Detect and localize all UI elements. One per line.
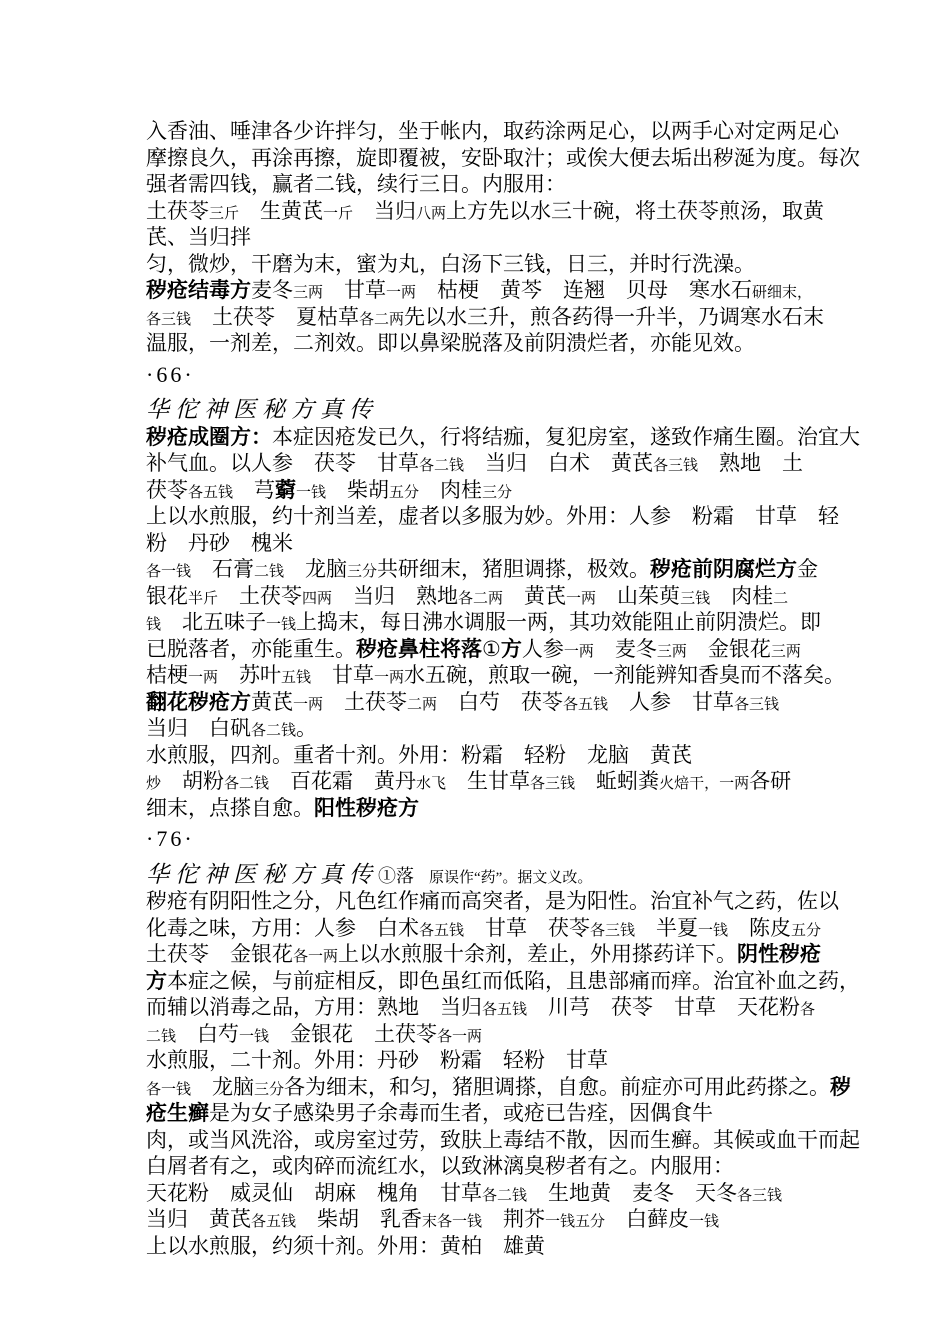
text-line (146, 224, 846, 251)
text-segment: 甘草 茯苓 (464, 915, 591, 940)
text-segment: 各三钱 (737, 1187, 783, 1204)
text-segment: 一两 (293, 696, 324, 713)
prescription-title: 秽 (830, 1075, 852, 1099)
text-segment: 各五钱 (419, 922, 465, 939)
text-segment: ①落 (378, 865, 414, 886)
text-segment: 胡粉 (161, 769, 225, 793)
text-segment: 金 (797, 557, 819, 581)
text-segment: 各一两 (293, 949, 339, 965)
text-segment: 水五碗，煎取一碗，一剂能辨知香臭而不落矣。 (404, 663, 846, 687)
text-segment: 上以水煎服，约十剂当差，虚者以多服为妙。外用：人参 粉霜 甘草 轻 (146, 504, 839, 528)
text-segment: 一两 (563, 643, 594, 660)
text-segment: 补气血。以人参 茯苓 甘草 (146, 451, 419, 475)
text-segment: 土茯苓 (218, 583, 303, 608)
prescription-title: 方 (146, 969, 167, 993)
text-segment: 金银花 土茯苓 (269, 1021, 438, 1046)
text-segment: 末各一钱 (422, 1214, 483, 1230)
text-segment: 麦冬 (593, 636, 657, 661)
text-segment: 。 (296, 716, 318, 740)
text-segment: 半夏 (635, 915, 699, 940)
text-line (146, 1021, 846, 1048)
text-segment: 天花粉 威灵仙 胡麻 槐角 甘草 (146, 1180, 482, 1205)
text-segment: 共研细末，猪胆调搽，极效。 (377, 557, 651, 581)
text-segment: 五钱 (281, 670, 312, 686)
text-segment: 百花霜 黄丹 (269, 769, 417, 793)
text-line (146, 1047, 846, 1074)
text-segment: 各二钱 (251, 723, 297, 739)
text-segment: 各一两 (437, 1028, 483, 1045)
text-line (146, 1153, 846, 1180)
text-segment: 一两 (566, 590, 597, 607)
text-segment: 各一钱 (146, 1081, 192, 1098)
page-number (146, 826, 846, 853)
text-line (146, 503, 846, 530)
text-segment: 各五钱 (188, 484, 234, 501)
text-segment: 芎 (233, 477, 276, 502)
prescription-title: 阴性秽疮 (737, 943, 822, 966)
text-line (146, 636, 846, 663)
text-segment: 一钱 (239, 1028, 270, 1045)
text-segment: 上以水煎服，约须十剂。外用：黄柏 雄黄 (146, 1233, 545, 1258)
text-line (146, 304, 846, 331)
text-segment: 枯梗 黄芩 连翘 贝母 寒水石 (416, 278, 753, 302)
text-segment: 各 (800, 1002, 816, 1018)
text-line (146, 251, 846, 278)
book-title-header (146, 397, 846, 424)
text-line (146, 941, 846, 968)
text-line (146, 145, 860, 172)
text-segment: 粉 丹砂 槐米 (146, 530, 293, 555)
text-line (146, 330, 846, 357)
text-segment: 三两 (770, 643, 801, 660)
text-line (146, 424, 860, 451)
book-title-header (146, 862, 846, 889)
text-segment: 白芍 (176, 1021, 240, 1046)
text-segment: ① (482, 636, 501, 661)
prescription-title: 秽疮前阴腐烂方 (650, 558, 798, 581)
text-line (146, 450, 846, 477)
page-number (146, 362, 846, 389)
text-segment: 白芍 茯苓 (437, 689, 564, 714)
text-segment: 一钱 (689, 1214, 720, 1230)
text-line (146, 1127, 860, 1154)
text-segment: 各一钱 (146, 564, 192, 580)
text-segment: 蚯蚓粪 (575, 769, 660, 793)
text-segment: 龙脑 (284, 557, 348, 581)
text-line (146, 1180, 846, 1207)
text-line (146, 768, 846, 795)
text-segment: ·76· (146, 826, 195, 851)
text-segment: 四两 (302, 590, 333, 607)
text-segment: 肉，或当风洗浴，或房室过劳，致肤上毒结不散，因而生癣。其候或血干而起 (146, 1127, 860, 1152)
text-segment: 陈皮 (728, 915, 792, 940)
text-segment: 各三钱 (590, 922, 636, 939)
text-segment: 荆芥 (482, 1207, 546, 1231)
text-segment: 二两 (407, 696, 438, 713)
text-segment: 各三钱 (734, 696, 780, 713)
text-line (146, 477, 846, 504)
text-segment: 本症因疮发已久，行将结痂，复犯房室，遂致作痛生圈。治宜大 (272, 424, 860, 449)
text-line (146, 795, 846, 822)
text-segment: 炒 (146, 776, 162, 792)
text-segment: 黄芪 (503, 583, 567, 608)
prescription-title: 翻花秽疮方 (146, 690, 251, 714)
text-segment: 熟地 土 (698, 451, 804, 475)
text-segment: 各为细末，和匀，猪胆调搽，自愈。前症亦可用此药搽之。 (284, 1074, 831, 1099)
text-segment: 川芎 茯苓 甘草 天花粉 (527, 995, 801, 1019)
text-segment: 肉桂 (419, 477, 483, 502)
text-segment: 化毒之味，方用：人参 白术 (146, 915, 419, 940)
text-segment: 水煎服，四剂。重者十剂。外用：粉霜 轻粉 龙脑 黄芪 (146, 742, 692, 767)
text-segment: 人参 甘草 (608, 689, 735, 714)
text-segment: ·66· (146, 361, 195, 387)
text-line (146, 277, 846, 304)
text-segment: 一钱 (266, 617, 297, 633)
text-line (146, 556, 846, 583)
text-segment: 黄芪 (251, 689, 293, 714)
text-segment: 三斤 (209, 205, 240, 222)
text-segment: 北五味子 (161, 610, 267, 634)
text-segment: 茯苓 (146, 477, 188, 502)
text-segment: 秽疮有阴阳性之分，凡色红作痛而高突者，是为阳性。治宜补气之药，佐以 (146, 889, 839, 913)
text-segment: 各二钱 (419, 458, 465, 474)
text-segment: 各五钱 (563, 696, 609, 713)
text-segment: 石膏 (191, 557, 255, 581)
text-segment: 柴胡 乳香 (296, 1207, 423, 1231)
text-segment: 苏叶 (218, 663, 282, 687)
text-segment: 水飞 (416, 776, 447, 792)
text-segment: 温服，一剂差，二剂效。即以鼻梁脱落及前阴溃烂者，亦能见效。 (146, 331, 755, 355)
text-segment: 半斤 (188, 590, 219, 607)
text-segment: 而辅以消毒之品，方用：熟地 当归 (146, 995, 482, 1019)
text-segment: 甘草 (323, 278, 387, 302)
text-line (146, 662, 846, 689)
text-segment: 五分 (791, 922, 822, 939)
text-segment: 一两 (188, 670, 219, 686)
text-segment: 一钱 (698, 922, 729, 939)
text-segment: 各五钱 (482, 1002, 528, 1018)
text-segment: 原误作“药”。据文义改。 (414, 869, 593, 886)
text-segment: 一钱五分 (545, 1214, 606, 1230)
prescription-title: 方 (500, 637, 522, 661)
text-line (146, 689, 846, 716)
prescription-title: 阳性秽疮方 (314, 796, 419, 820)
prescription-title: 秽疮鼻柱将落 (356, 637, 482, 661)
text-segment: 桔梗 (146, 663, 188, 687)
text-segment: 一两 (374, 670, 405, 686)
text-segment: 匀，微炒，干磨为末，蜜为丸，白汤下三钱，日三，并时行洗澡。 (146, 251, 755, 276)
text-line (146, 742, 846, 769)
text-segment: 各二两 (359, 311, 405, 328)
text-line (146, 530, 846, 557)
text-segment: 上以水煎服十余剂，差止，外用搽药详下。 (338, 942, 738, 966)
text-line (146, 915, 846, 942)
text-line (146, 888, 846, 915)
text-segment: 入香油、唾津各少许拌匀，坐于帐内，取药涂两足心，以两手心对定两足心 (146, 119, 839, 143)
text-segment: 三分 (254, 1081, 285, 1098)
text-line (146, 1100, 846, 1127)
text-line (146, 968, 860, 995)
text-segment: 八两 (416, 205, 447, 222)
text-segment: 生地黄 麦冬 天冬 (527, 1180, 738, 1205)
document-text-block (146, 118, 860, 1259)
text-segment: 各研 (749, 769, 792, 793)
text-line (146, 994, 846, 1021)
text-line (146, 715, 846, 742)
text-segment: 当归 白矾 (146, 716, 251, 740)
text-segment: 土茯苓 夏枯草 (191, 304, 360, 329)
text-segment: 三钱 (680, 590, 711, 607)
prescription-title: 藭 (275, 478, 297, 502)
text-segment: 山茱萸 (596, 583, 681, 608)
text-segment: 上捣末，每日沸水调服一两，其功效能阻止前阴溃烂。即 (296, 610, 822, 634)
text-line (146, 609, 846, 636)
text-segment: 银花 (146, 583, 188, 608)
text-segment: 柴胡 (326, 477, 390, 502)
text-segment: 各三钱 (653, 458, 699, 474)
text-segment: 各二钱 (224, 776, 270, 792)
text-segment: 强者需四钱，赢者二钱，续行三日。内服用： (146, 172, 566, 196)
text-segment: 土茯苓 (323, 689, 408, 714)
text-segment: 摩擦良久，再涂再擦，旋即覆被，安卧取汁；或俟大便去垢出秽涎为度。每次 (146, 145, 860, 170)
text-segment: 火焙干，一两 (659, 776, 750, 792)
text-segment: 芪、当归拌 (146, 225, 251, 249)
text-segment: 当归 熟地 (332, 583, 459, 608)
text-line (146, 1206, 846, 1233)
text-segment: 各五钱 (251, 1214, 297, 1230)
text-segment: 生黄芪 (239, 198, 324, 223)
text-segment: 当归 黄芪 (146, 1207, 251, 1231)
text-segment: 华佗神医秘方真传 (146, 397, 378, 422)
text-segment: 五分 (389, 484, 420, 501)
text-segment: 各二两 (458, 590, 504, 607)
text-segment: 钱 (146, 617, 162, 633)
text-segment: 生甘草 (446, 769, 531, 793)
text-segment: 金银花 (686, 636, 771, 661)
text-line (146, 1233, 846, 1260)
text-segment: 二钱 (146, 1028, 177, 1045)
text-segment: 龙脑 (191, 1074, 255, 1099)
text-line (146, 198, 846, 225)
text-segment: 肉桂 (710, 583, 774, 608)
text-segment: 华佗神医秘方真传 (146, 861, 378, 887)
text-segment: 一钱 (296, 484, 327, 501)
text-segment: 各三钱 (530, 776, 576, 792)
text-segment: 各二钱 (482, 1187, 528, 1204)
text-segment: 一斤 (323, 205, 354, 222)
text-segment: 细末，点搽自愈。 (146, 795, 314, 820)
text-segment: 甘草 (311, 663, 375, 687)
text-segment: 二钱 (254, 564, 285, 580)
text-segment: 三两 (656, 643, 687, 660)
text-segment: 已脱落者，亦能重生。 (146, 636, 356, 661)
text-segment: 土茯苓 (146, 198, 209, 223)
text-segment: 先以水三升，煎各药得一升半，乃调寒水石末 (404, 304, 825, 329)
prescription-title: 秽疮结毒方 (146, 279, 251, 302)
text-segment: 三分 (347, 564, 378, 580)
text-line (146, 1074, 852, 1101)
text-segment: 人参 (521, 636, 564, 661)
text-line (146, 118, 846, 145)
text-line (146, 171, 846, 198)
text-segment: 麦冬 (251, 278, 293, 302)
text-segment: 土茯苓 金银花 (146, 942, 293, 966)
text-segment: 水煎服，二十剂。外用：丹砂 粉霜 轻粉 甘草 (146, 1048, 608, 1072)
text-segment: 一两 (386, 285, 417, 301)
text-segment: 三分 (482, 484, 513, 501)
text-line (146, 583, 846, 610)
text-segment: 研细末， (752, 285, 813, 301)
text-segment: 三两 (293, 285, 324, 301)
text-segment: 当归 (353, 198, 417, 223)
text-segment: 白藓皮 (605, 1207, 690, 1231)
text-segment: 当归 白术 黄芪 (464, 451, 654, 475)
text-segment: 是为女子感染男子余毒而生者，或疮已告痊，因偶食牛 (209, 1101, 713, 1125)
text-segment: 本症之候，与前症相反，即色虽红而低陷，且患部痛而痒。治宜补血之药， (167, 968, 860, 993)
prescription-title: 秽疮成圈方： (146, 425, 272, 449)
text-segment: 上方先以水三十碗，将土茯苓煎汤，取黄 (446, 198, 825, 223)
prescription-title: 疮生癣 (146, 1102, 209, 1125)
text-segment: 各三钱 (146, 311, 192, 328)
text-segment: 白屑者有之，或肉碎而流红水，以致淋漓臭秽者有之。内服用： (146, 1154, 734, 1178)
text-segment: 二 (773, 590, 789, 607)
